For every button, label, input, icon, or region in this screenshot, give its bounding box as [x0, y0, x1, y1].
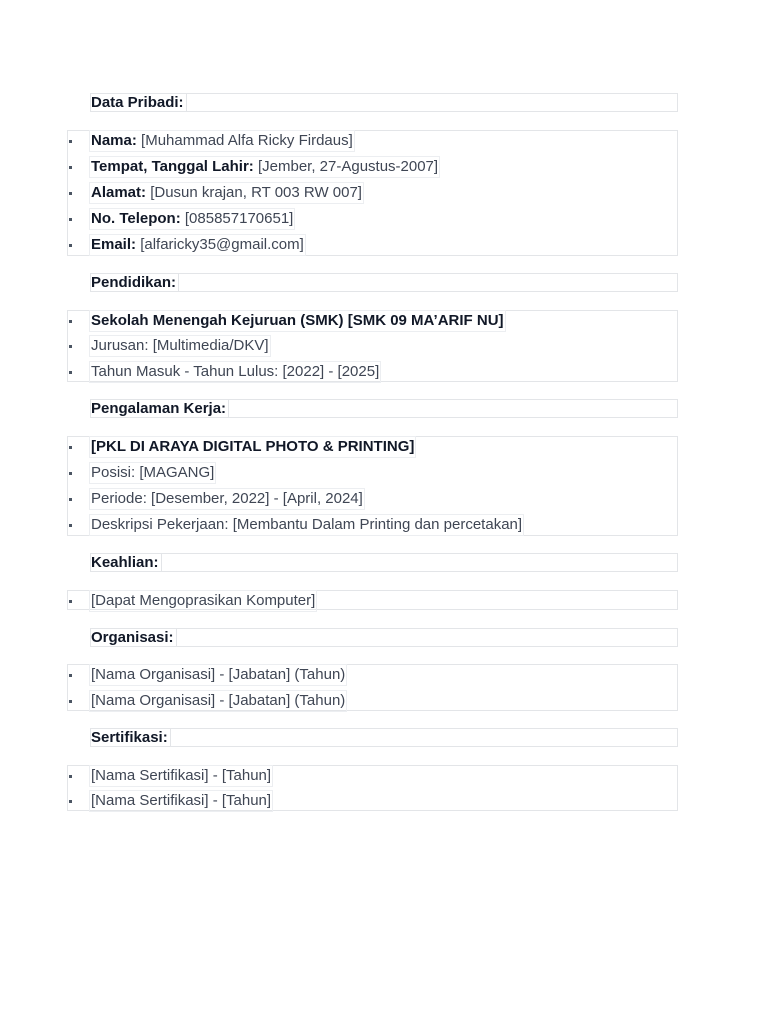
email-value: [alfaricky35@gmail.com]: [140, 236, 304, 253]
organizations-list: [67, 664, 678, 711]
section-heading-organizations: [90, 628, 678, 647]
bullet-icon: [69, 775, 72, 778]
bullet-icon: [69, 320, 72, 323]
address-value: [Dusun krajan, RT 003 RW 007]: [150, 184, 362, 201]
bullet-icon: [69, 700, 72, 703]
bullet-icon: [69, 800, 72, 803]
period-text: Periode: [Desember, 2022] - [April, 2024]: [91, 490, 363, 507]
organization-text: [Nama Organisasi] - [Jabatan] (Tahun): [91, 692, 346, 709]
position-text: Posisi: [MAGANG]: [91, 464, 215, 481]
bullet-icon: [69, 498, 72, 501]
bullet-icon: [69, 600, 72, 603]
section-heading-education: [90, 273, 678, 292]
workplace-name: [PKL DI ARAYA DIGITAL PHOTO & PRINTING]: [91, 438, 415, 455]
years-text: Tahun Masuk - Tahun Lulus: [2022] - [2025]: [91, 363, 380, 380]
bullet-icon: [69, 140, 72, 143]
heading-text: Sertifikasi:: [91, 729, 171, 746]
name-label: Nama:: [91, 132, 137, 149]
skills-list: [67, 590, 678, 610]
bullet-icon: [69, 244, 72, 247]
birth-label: Tempat, Tanggal Lahir:: [91, 158, 254, 175]
name-value: [Muhammad Alfa Ricky Firdaus]: [141, 132, 353, 149]
heading-text: Keahlian:: [91, 554, 162, 571]
certifications-list: [67, 765, 678, 811]
bullet-icon: [69, 472, 72, 475]
heading-text: Organisasi:: [91, 629, 177, 646]
bullet-icon: [69, 674, 72, 677]
job-description-text: Deskripsi Pekerjaan: [Membantu Dalam Printing dan percetakan]: [91, 516, 523, 533]
education-list: [67, 310, 678, 382]
experience-list: [67, 436, 678, 536]
birth-value: [Jember, 27-Agustus-2007]: [257, 158, 439, 175]
phone-label: No. Telepon:: [91, 210, 181, 227]
section-heading-certifications: [90, 728, 678, 747]
email-label: Email:: [91, 236, 137, 253]
bullet-icon: [69, 524, 72, 527]
address-label: Alamat:: [91, 184, 147, 201]
certification-text: [Nama Sertifikasi] - [Tahun]: [91, 767, 272, 784]
bullet-icon: [69, 166, 72, 169]
heading-text: Pengalaman Kerja:: [91, 400, 229, 417]
phone-value: [085857170651]: [184, 210, 294, 227]
major-text: Jurusan: [Multimedia/DKV]: [91, 337, 269, 354]
certification-text: [Nama Sertifikasi] - [Tahun]: [91, 792, 272, 809]
section-heading-personal: [90, 93, 678, 112]
bullet-icon: [69, 192, 72, 195]
skill-text: [Dapat Mengoprasikan Komputer]: [91, 592, 316, 609]
bullet-icon: [69, 218, 72, 221]
section-heading-experience: [90, 399, 678, 418]
section-heading-skills: [90, 553, 678, 572]
personal-data-list: [67, 130, 678, 256]
bullet-icon: [69, 446, 72, 449]
bullet-icon: [69, 371, 72, 374]
organization-text: [Nama Organisasi] - [Jabatan] (Tahun): [91, 666, 346, 683]
school-name: Sekolah Menengah Kejuruan (SMK) [SMK 09 MA’ARIF NU]: [91, 312, 504, 329]
bullet-icon: [69, 345, 72, 348]
heading-text: Pendidikan:: [91, 274, 179, 291]
heading-text: Data Pribadi:: [91, 94, 187, 111]
